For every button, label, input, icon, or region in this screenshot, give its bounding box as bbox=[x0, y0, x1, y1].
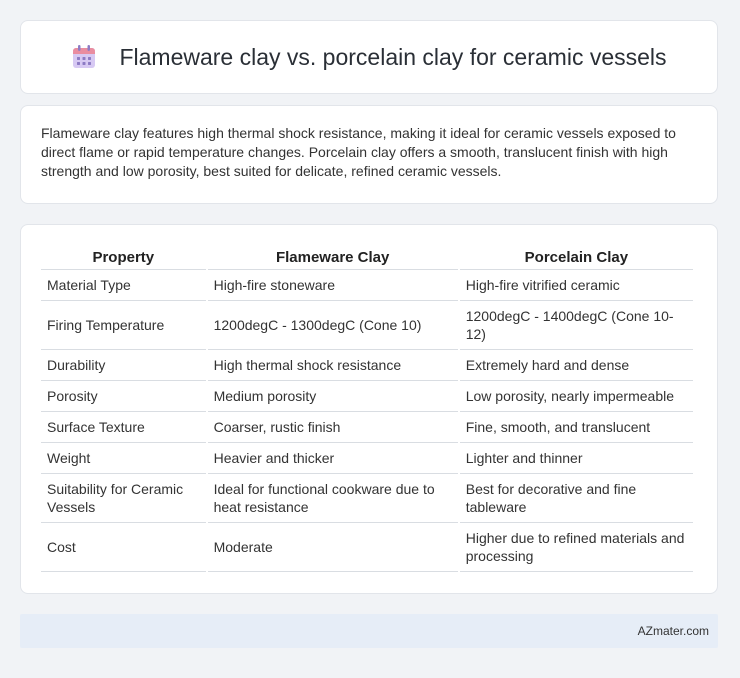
flameware-cell: Medium porosity bbox=[208, 381, 458, 412]
porcelain-cell: Lighter and thinner bbox=[460, 443, 693, 474]
porcelain-cell: High-fire vitrified ceramic bbox=[460, 270, 693, 301]
property-cell: Durability bbox=[41, 350, 206, 381]
property-cell: Weight bbox=[41, 443, 206, 474]
table-row bbox=[41, 523, 693, 572]
table-header-row bbox=[41, 245, 693, 270]
column-header-property: Property bbox=[41, 245, 206, 270]
property-cell: Cost bbox=[41, 523, 206, 572]
table-row bbox=[41, 301, 693, 350]
property-cell: Firing Temperature bbox=[41, 301, 206, 350]
porcelain-cell: Best for decorative and fine tableware bbox=[460, 474, 693, 523]
page-title: Flameware clay vs. porcelain clay for ceramic vessels bbox=[119, 43, 667, 70]
flameware-cell: Moderate bbox=[208, 523, 458, 572]
flameware-cell: High thermal shock resistance bbox=[208, 350, 458, 381]
table-row bbox=[41, 350, 693, 381]
porcelain-cell: Extremely hard and dense bbox=[460, 350, 693, 381]
table-row bbox=[41, 270, 693, 301]
calendar-icon bbox=[71, 44, 97, 70]
column-header-porcelain: Porcelain Clay bbox=[460, 245, 693, 270]
property-cell: Suitability for Ceramic Vessels bbox=[41, 474, 206, 523]
footer-bar bbox=[20, 614, 718, 648]
flameware-cell: 1200degC - 1300degC (Cone 10) bbox=[208, 301, 458, 350]
porcelain-cell: 1200degC - 1400degC (Cone 10-12) bbox=[460, 301, 693, 350]
porcelain-cell: Low porosity, nearly impermeable bbox=[460, 381, 693, 412]
table-row bbox=[41, 412, 693, 443]
footer-site-name: AZmater.com bbox=[637, 624, 709, 638]
flameware-cell: Coarser, rustic finish bbox=[208, 412, 458, 443]
intro-paragraph: Flameware clay features high thermal shock resistance, making it ideal for ceramic vessels exposed to direct flame or rapid temperature changes. Porcelain clay offers a smooth, translucent finish with high strength and low porosity, best suited for delicate, refined ceramic vessels. bbox=[41, 125, 676, 179]
intro-card bbox=[20, 105, 718, 204]
table-row bbox=[41, 381, 693, 412]
title-card bbox=[20, 20, 718, 94]
table-row bbox=[41, 474, 693, 523]
property-cell: Porosity bbox=[41, 381, 206, 412]
porcelain-cell: Higher due to refined materials and processing bbox=[460, 523, 693, 572]
comparison-table bbox=[39, 245, 695, 572]
property-cell: Surface Texture bbox=[41, 412, 206, 443]
flameware-cell: Ideal for functional cookware due to heat resistance bbox=[208, 474, 458, 523]
comparison-card bbox=[20, 224, 718, 594]
flameware-cell: High-fire stoneware bbox=[208, 270, 458, 301]
flameware-cell: Heavier and thicker bbox=[208, 443, 458, 474]
porcelain-cell: Fine, smooth, and translucent bbox=[460, 412, 693, 443]
table-row bbox=[41, 443, 693, 474]
property-cell: Material Type bbox=[41, 270, 206, 301]
column-header-flameware: Flameware Clay bbox=[208, 245, 458, 270]
